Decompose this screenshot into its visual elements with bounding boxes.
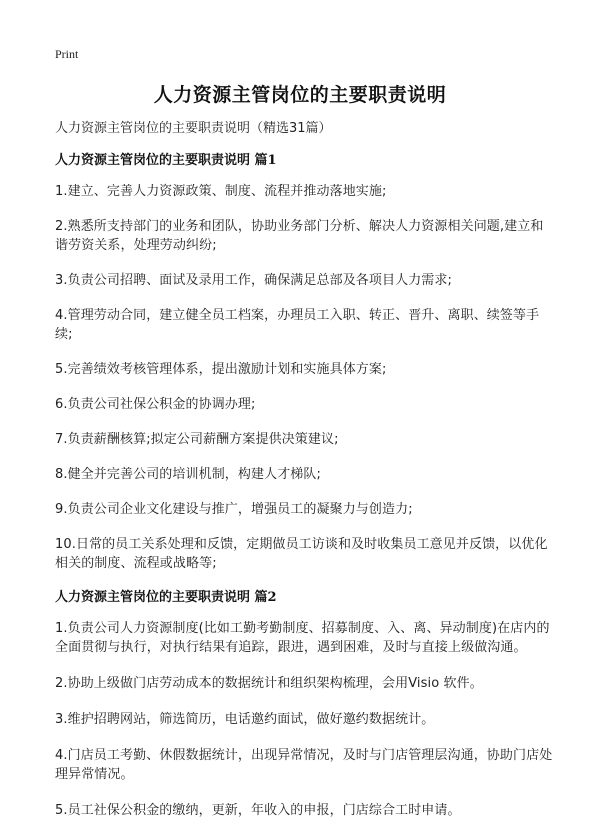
list-item: 10.日常的员工关系处理和反馈，定期做员工访谈和及时收集员工意见并反馈，以优化相关的制度、流程或战略等; [55,537,548,571]
document-subtitle: 人力资源主管岗位的主要职责说明（精选31篇） [55,121,332,136]
list-item: 3.负责公司招聘、面试及录用工作，确保满足总部及各项目人力需求; [55,273,452,288]
list-item: 7.负责薪酬核算;拟定公司薪酬方案提供决策建议; [55,432,339,447]
list-item: 1.建立、完善人力资源政策、制度、流程并推动落地实施; [55,184,387,199]
section-2 [55,589,555,820]
document-body [55,120,555,837]
list-item: 2.协助上级做门店劳动成本的数据统计和组织架构梳理，会用Visio 软件。 [55,676,483,691]
document-title: 人力资源主管岗位的主要职责说明 [153,84,447,106]
list-item: 3.维护招聘网站，筛选简历，电话邀约面试，做好邀约数据统计。 [55,712,435,727]
list-item: 8.健全并完善公司的培训机制，构建人才梯队; [55,467,321,482]
list-item: 6.负责公司社保公积金的协调办理; [55,397,256,412]
list-item: 9.负责公司企业文化建设与推广，增强员工的凝聚力与创造力; [55,502,413,517]
list-item: 4.管理劳动合同，建立健全员工档案，办理员工入职、转正、晋升、离职、续签等手续; [55,308,540,342]
print-label[interactable]: Print [55,47,79,61]
section-heading: 人力资源主管岗位的主要职责说明 篇2 [55,590,277,605]
list-item: 5.员工社保公积金的缴纳，更新，年收入的申报，门店综合工时申请。 [55,803,461,818]
list-item: 4.门店员工考勤、休假数据统计，出现异常情况，及时与门店管理层沟通，协助门店处理异常情况。 [55,748,553,782]
section-1 [55,152,555,573]
list-item: 2.熟悉所支持部门的业务和团队，协助业务部门分析、解决人力资源相关问题,建立和谐劳资关系，处理劳动纠纷; [55,219,544,253]
list-item: 5.完善绩效考核管理体系，提出激励计划和实施具体方案; [55,362,387,377]
list-item: 1.负责公司人力资源制度(比如工勤考勤制度、招募制度、入、离、异动制度)在店内的全面贯彻与执行，对执行结果有追踪，跟进，遇到困难，及时与直接上级做沟通。 [55,621,550,655]
section-heading: 人力资源主管岗位的主要职责说明 篇1 [55,153,277,168]
